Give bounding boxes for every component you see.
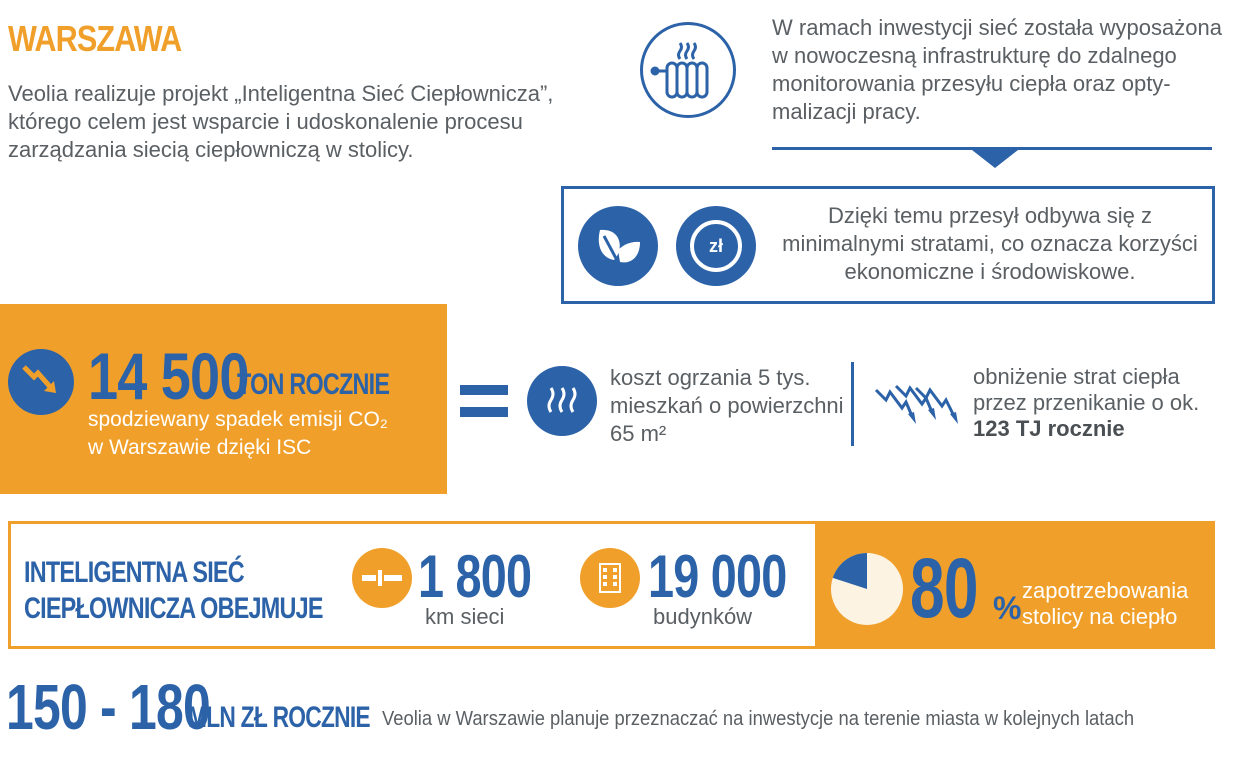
pie-icon [830, 552, 904, 626]
infrastructure-text: W ramach inwestycji sieć została wyposażona w nowoczesną infrastrukturę do zdalnego monitorowania przesyłu ciepła oraz opty-malizacji pracy. [772, 15, 1222, 124]
pipe-icon [352, 548, 412, 608]
losses-highlight: 123 TJ rocznie [973, 416, 1125, 441]
demand-percent-sign: % [993, 590, 1021, 626]
heat-waves-icon [527, 366, 597, 436]
zigzag-arrows-icon [872, 380, 967, 430]
equals-sign [460, 385, 508, 425]
investment-unit: MLN ZŁ ROCZNIE [188, 701, 370, 734]
emissions-unit: TON ROCZNIE [237, 368, 390, 401]
losses-body: obniżenie strat ciepła przez przenikanie o ok. [973, 364, 1200, 415]
buildings-value: 19 000 [648, 543, 787, 610]
emissions-desc-line2: w Warszawie dzięki ISC [88, 436, 312, 459]
page-title: WARSZAWA [8, 18, 182, 59]
km-unit: km sieci [425, 604, 505, 629]
emissions-value: 14 500 [88, 339, 249, 413]
investment-value: 150 - 180 [6, 671, 210, 743]
heating-text: koszt ogrzania 5 tys. mieszkań o powierzchni 65 m² [610, 365, 844, 446]
buildings-unit: budynków [653, 604, 753, 629]
network-title [24, 555, 323, 627]
radiator-icon [640, 22, 736, 118]
investment-desc: Veolia w Warszawie planuje przeznaczać na inwestycje na terenie miasta w kolejnych latach [382, 708, 1135, 730]
down-arrow-icon [8, 349, 74, 415]
building-icon [580, 548, 640, 608]
intro-text: Veolia realizuje projekt „Inteligentna Sieć Ciepłownicza”, którego celem jest wsparcie i udoskonalenie procesu zarządzania siecią ciepłowniczą w stolicy. [8, 81, 554, 162]
losses-text [973, 364, 1223, 442]
divider-arrow [972, 150, 1018, 168]
network-title-line2: CIEPŁOWNICZA OBEJMUJE [24, 592, 323, 625]
network-title-line1: INTELIGENTNA SIEĆ [24, 556, 244, 589]
leaves-icon [578, 206, 658, 286]
emissions-desc-line1: spodziewany spadek emisji CO₂ [88, 408, 388, 431]
benefit-text: Dzięki temu przesył odbywa się z minimalnymi stratami, co oznacza korzyści ekonomiczne i środowiskowe. [782, 203, 1198, 284]
vertical-divider [851, 362, 854, 446]
zloty-symbol: zł [690, 220, 742, 272]
demand-value: 80 [910, 541, 978, 635]
km-value: 1 800 [418, 543, 532, 610]
demand-text: zapotrzebowania stolicy na ciepło [1022, 578, 1189, 629]
